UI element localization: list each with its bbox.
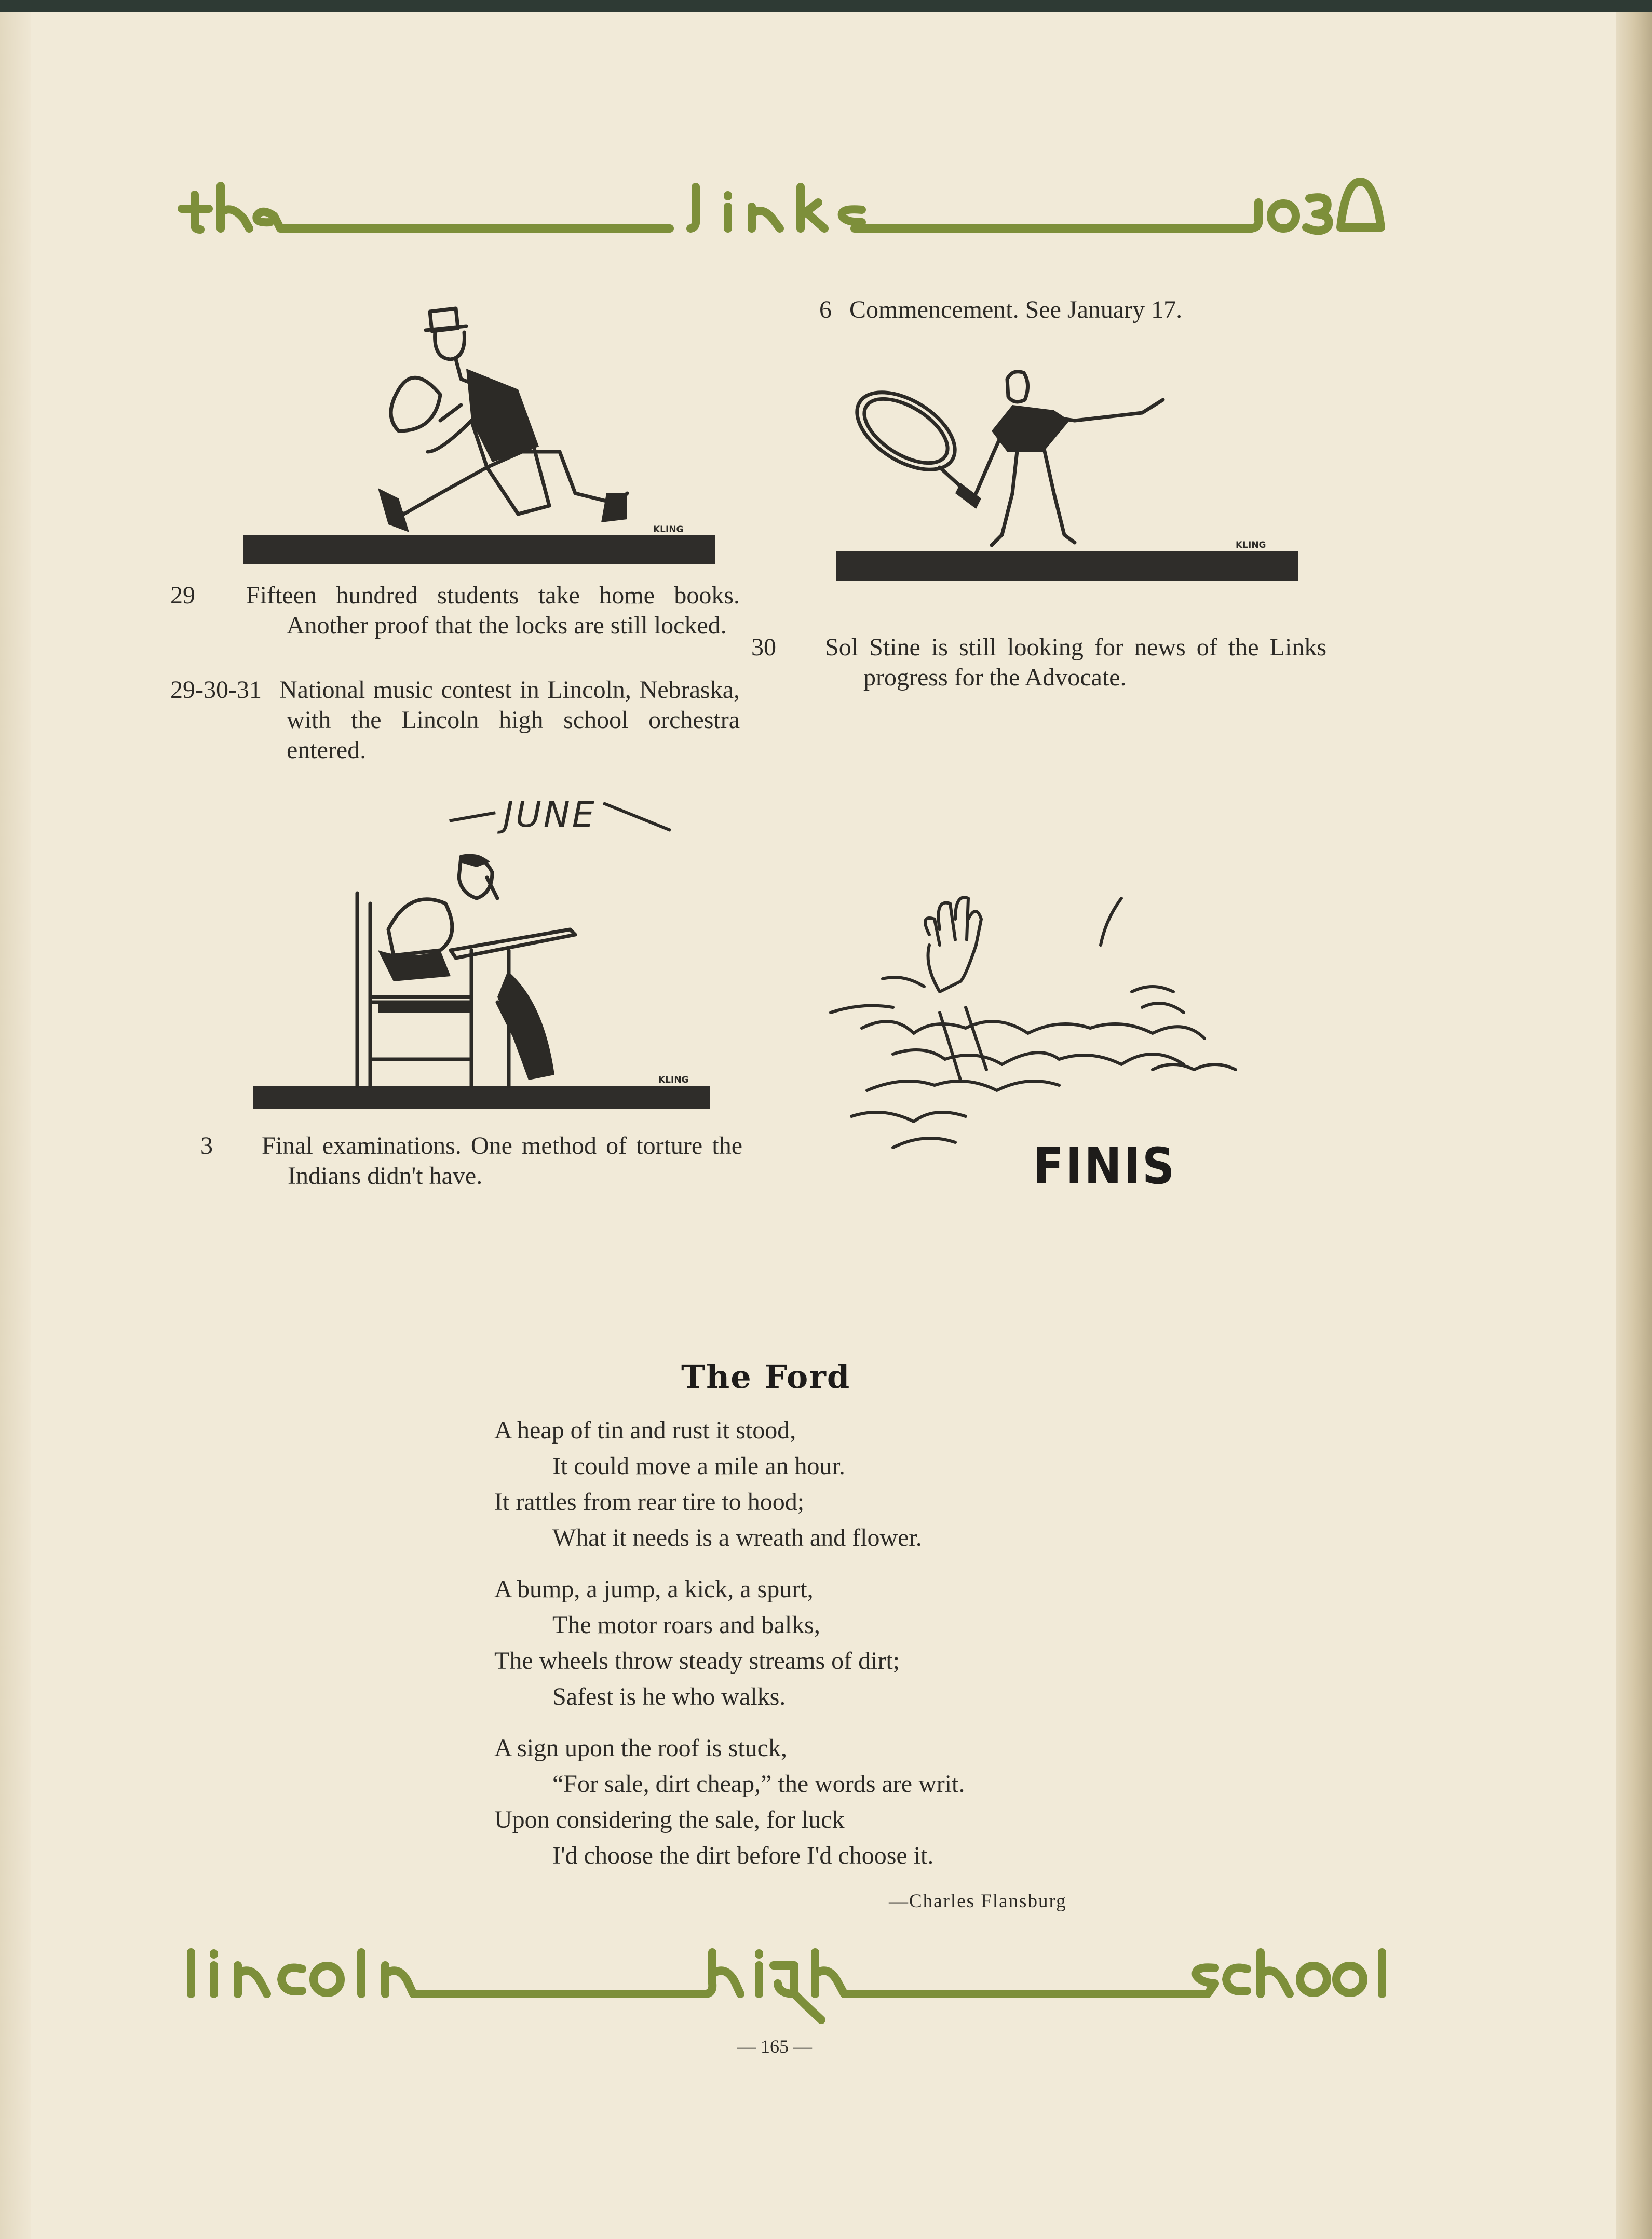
poem-line: It could move a mile an hour. <box>552 1452 845 1480</box>
illustration-student-at-desk <box>253 846 710 1116</box>
entry-text: Fifteen hundred students take home books. Another proof that the locks are still locked. <box>246 582 740 639</box>
poem-line: The wheels throw steady streams of dirt; <box>494 1647 900 1675</box>
artist-signature: KLING <box>658 1075 689 1085</box>
footer-logotype <box>182 1942 1417 2046</box>
poem-body <box>494 1412 965 1889</box>
page-header <box>171 171 1391 234</box>
illustration-student-carrying-books <box>243 296 715 566</box>
finis-label: FINIS <box>1033 1137 1176 1195</box>
entry-30: 30 Sol Stine is still looking for news of the Links progress for the Advocate. <box>751 633 1326 691</box>
poem-title: The Ford <box>681 1358 851 1396</box>
month-heading-june <box>449 794 673 835</box>
poem-author: —Charles Flansburg <box>889 1891 1067 1912</box>
header-logotype <box>171 171 1391 234</box>
month-label: JUNE <box>503 794 597 835</box>
poem-line: What it needs is a wreath and flower. <box>552 1524 922 1552</box>
entry-text: National music contest in Lincoln, Nebraska, with the Lincoln high school orchestra entered. <box>279 676 740 764</box>
swash-right <box>603 802 671 832</box>
poem-line: A sign upon the roof is stuck, <box>494 1734 787 1762</box>
poem-line: Safest is he who walks. <box>552 1683 786 1710</box>
poem-line: I'd choose the dirt before I'd choose it. <box>552 1842 934 1869</box>
poem-line: It rattles from rear tire to hood; <box>494 1488 805 1516</box>
entry-text: Final examinations. One method of torture the Indians didn't have. <box>262 1132 742 1190</box>
artist-signature: KLING <box>653 524 684 535</box>
poem-stanza <box>494 1571 965 1715</box>
entry-29-30-31 <box>170 675 740 765</box>
binding-edge <box>0 12 31 2239</box>
entry-29: 29 Fifteen hundred students take home books. Another proof that the locks are still locked. <box>170 582 740 639</box>
poem-stanza <box>494 1730 965 1873</box>
entry-text: Commencement. See January 17. <box>849 296 1183 323</box>
poem-line: A heap of tin and rust it stood, <box>494 1417 796 1444</box>
artist-signature: KLING <box>1236 540 1266 550</box>
entry-date: 6 <box>819 296 832 323</box>
poem-line: “For sale, dirt cheap,” the words are writ. <box>552 1770 965 1798</box>
entry-3: 3 Final examinations. One method of torture the Indians didn't have. <box>200 1132 742 1190</box>
entry-text: Sol Stine is still looking for news of the Links progress for the Advocate. <box>825 633 1326 691</box>
poem-line: The motor roars and balks, <box>552 1611 820 1639</box>
swash-left <box>449 812 496 823</box>
poem-stanza <box>494 1412 965 1556</box>
entry-date: 29-30-31 <box>170 676 262 704</box>
poem-line: Upon considering the sale, for luck <box>494 1806 845 1833</box>
illustration-man-with-magnifier <box>836 363 1303 582</box>
poem-line: A bump, a jump, a kick, a spurt, <box>494 1575 814 1603</box>
entry-6 <box>819 295 1338 325</box>
page-footer <box>182 1942 1417 2046</box>
page-number: — 165 — <box>737 2036 812 2057</box>
